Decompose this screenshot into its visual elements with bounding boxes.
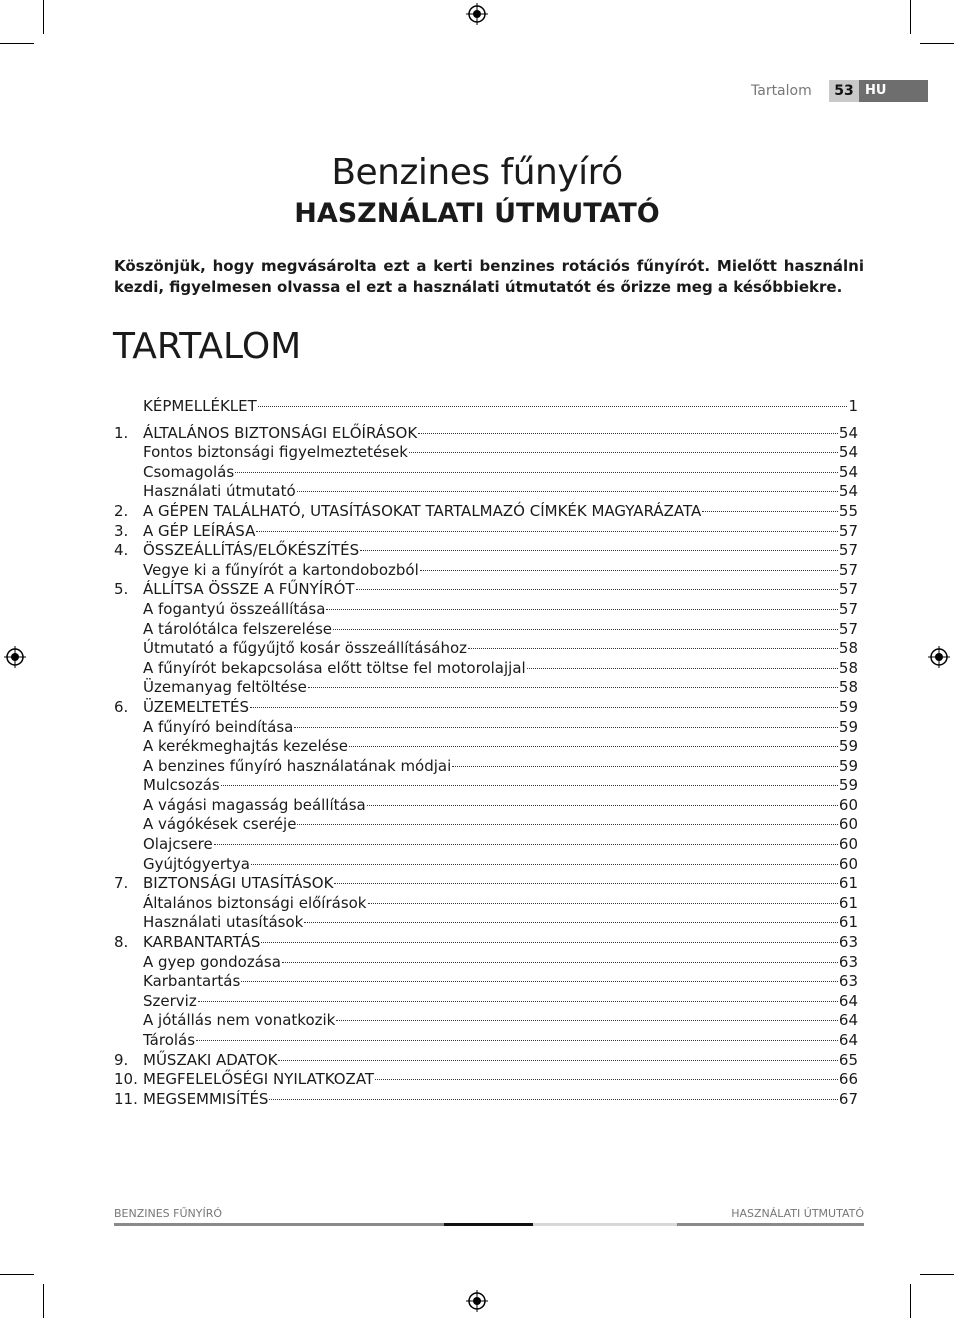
toc-entry-number: 3. — [114, 521, 129, 540]
toc-entry — [114, 1011, 858, 1031]
toc-entry — [114, 522, 858, 542]
toc-entry-page: 57 — [838, 599, 858, 618]
crop-mark — [0, 1274, 34, 1275]
document-subtitle: HASZNÁLATI ÚTMUTATÓ — [294, 198, 660, 229]
crop-mark — [910, 1284, 911, 1318]
toc-entry-page: 63 — [838, 933, 858, 952]
toc-dot-leader — [297, 824, 837, 825]
toc-dot-leader — [452, 766, 838, 767]
toc-entry-number: 7. — [114, 874, 129, 893]
header-section-title: Tartalom — [751, 83, 812, 99]
toc-entry — [114, 659, 858, 679]
toc-entry-label: Gyújtógyertya — [143, 854, 250, 873]
toc-entry-page: 59 — [838, 776, 858, 795]
toc-entry — [114, 580, 858, 600]
toc-entry-label: Általános biztonsági előírások — [143, 893, 367, 912]
toc-entry-page: 67 — [838, 1089, 858, 1108]
document-title: Benzines fűnyíró — [331, 152, 623, 193]
toc-entry-label: ÁLLÍTSA ÖSSZE A FŰNYÍRÓT — [143, 580, 355, 599]
toc-dot-leader — [282, 962, 838, 963]
toc-dot-leader — [250, 707, 838, 708]
toc-heading: TARTALOM — [113, 326, 302, 367]
footer-bar-segment — [677, 1223, 864, 1226]
toc-entry-number: 2. — [114, 501, 129, 520]
toc-entry — [114, 972, 858, 992]
toc-entry — [114, 815, 858, 835]
crop-mark — [43, 1284, 44, 1318]
toc-dot-leader — [418, 433, 838, 434]
toc-dot-leader — [241, 981, 838, 982]
toc-entry-label: MEGSEMMISÍTÉS — [143, 1089, 269, 1108]
toc-entry-label: Üzemanyag feltöltése — [143, 678, 307, 697]
toc-entry-label: A GÉPEN TALÁLHATÓ, UTASÍTÁSOKAT TARTALMAZÓ CÍMKÉK MAGYARÁZATA — [143, 501, 702, 520]
crop-mark — [920, 43, 954, 44]
toc-entry-page: 58 — [838, 639, 858, 658]
toc-entry-number: 1. — [114, 423, 129, 442]
toc-entry — [114, 913, 858, 933]
toc-dot-leader — [375, 1079, 838, 1080]
toc-entry-page: 59 — [838, 717, 858, 736]
toc-dot-leader — [349, 746, 838, 747]
registration-mark-icon — [4, 646, 26, 668]
toc-entry — [114, 1090, 858, 1110]
table-of-contents — [114, 397, 858, 1109]
toc-entry-label: Tárolás — [143, 1031, 196, 1049]
toc-entry — [114, 541, 858, 561]
toc-entry-page: 59 — [838, 737, 858, 756]
toc-entry — [114, 639, 858, 659]
toc-entry-label: Csomagolás — [143, 462, 235, 481]
toc-entry-page: 54 — [838, 423, 858, 442]
toc-entry-number: 5. — [114, 580, 129, 599]
toc-dot-leader — [278, 1060, 837, 1061]
toc-entry-page: 64 — [838, 1031, 858, 1049]
toc-entry — [114, 894, 858, 914]
toc-entry-label: Útmutató a fűgyűjtő kosár összeállításához — [143, 639, 468, 658]
crop-mark — [920, 1274, 954, 1275]
toc-entry-page: 60 — [838, 854, 858, 873]
toc-entry-page: 64 — [838, 1011, 858, 1030]
toc-entry — [114, 874, 858, 894]
toc-entry-label: A tárolótálca felszerelése — [143, 619, 333, 638]
toc-entry-label: KÉPMELLÉKLET — [143, 397, 257, 415]
toc-entry-label: Fontos biztonsági figyelmeztetések — [143, 443, 408, 462]
toc-entry-page: 55 — [838, 501, 858, 520]
page-number: 53 — [829, 80, 859, 102]
toc-entry-page: 65 — [838, 1050, 858, 1069]
crop-mark — [0, 43, 34, 44]
toc-dot-leader — [336, 1020, 838, 1021]
footer-right-text: HASZNÁLATI ÚTMUTATÓ — [731, 1207, 864, 1220]
toc-entry-page: 64 — [838, 991, 858, 1010]
toc-entry-page: 61 — [838, 874, 858, 893]
toc-entry-label: A gyep gondozása — [143, 952, 281, 971]
toc-entry — [114, 776, 858, 796]
toc-entry-page: 59 — [838, 697, 858, 716]
toc-entry-label: Szerviz — [143, 991, 197, 1010]
toc-entry-label: Mulcsozás — [143, 776, 220, 795]
toc-entry-label: A vágókések cseréje — [143, 815, 297, 834]
toc-dot-leader — [221, 785, 838, 786]
toc-entry-number: 8. — [114, 933, 129, 952]
toc-entry-label: MŰSZAKI ADATOK — [143, 1050, 278, 1069]
toc-entry-page: 63 — [838, 952, 858, 971]
toc-entry-label: ÁLTALÁNOS BIZTONSÁGI ELŐÍRÁSOK — [143, 423, 418, 442]
toc-entry-page: 54 — [838, 443, 858, 462]
toc-entry — [114, 397, 858, 417]
toc-dot-leader — [294, 727, 838, 728]
toc-dot-leader — [308, 687, 838, 688]
toc-entry-page: 60 — [838, 815, 858, 834]
toc-entry-label: A vágási magasság beállítása — [143, 795, 366, 814]
crop-mark — [43, 0, 44, 34]
toc-entry — [114, 1031, 858, 1051]
toc-dot-leader — [409, 452, 838, 453]
toc-entry-number: 10. — [114, 1070, 138, 1089]
toc-entry — [114, 757, 858, 777]
toc-dot-leader — [367, 805, 838, 806]
toc-dot-leader — [333, 629, 838, 630]
toc-dot-leader — [702, 511, 838, 512]
toc-entry-label: A GÉP LEÍRÁSA — [143, 521, 256, 540]
toc-entry-label: Olajcsere — [143, 835, 213, 854]
crop-mark — [910, 0, 911, 34]
registration-mark-icon — [466, 1290, 488, 1312]
toc-entry-page: 60 — [838, 835, 858, 854]
toc-dot-leader — [420, 570, 838, 571]
toc-entry — [114, 620, 858, 640]
toc-entry-label: ÖSSZEÁLLÍTÁS/ELŐKÉSZÍTÉS — [143, 541, 360, 560]
toc-entry-page: 57 — [838, 521, 858, 540]
toc-entry-label: Vegye ki a fűnyírót a kartondobozból — [143, 560, 419, 579]
toc-entry — [114, 855, 858, 875]
registration-mark-icon — [928, 646, 950, 668]
toc-entry-label: A kerékmeghajtás kezelése — [143, 737, 348, 756]
toc-dot-leader — [360, 550, 838, 551]
toc-entry-label: A fűnyírót bekapcsolása előtt töltse fel motorolajjal — [143, 658, 526, 677]
toc-entry — [114, 698, 858, 718]
toc-entry — [114, 718, 858, 738]
toc-entry-number: 11. — [114, 1089, 138, 1108]
toc-entry-page: 58 — [838, 678, 858, 697]
toc-entry-number: 9. — [114, 1050, 129, 1069]
toc-entry-page: 57 — [838, 560, 858, 579]
toc-entry-label: KARBANTARTÁS — [143, 933, 261, 952]
toc-entry-page: 59 — [838, 756, 858, 775]
toc-entry-page: 1 — [848, 397, 858, 415]
toc-entry — [114, 600, 858, 620]
toc-dot-leader — [235, 472, 838, 473]
toc-dot-leader — [198, 1001, 838, 1002]
toc-dot-leader — [527, 668, 838, 669]
toc-entry — [114, 424, 858, 444]
toc-entry — [114, 502, 858, 522]
toc-dot-leader — [326, 609, 837, 610]
toc-dot-leader — [214, 844, 838, 845]
toc-entry-label: A fogantyú összeállítása — [143, 599, 326, 618]
toc-entry-page: 61 — [838, 913, 858, 932]
toc-entry — [114, 1070, 858, 1090]
toc-dot-leader — [256, 531, 838, 532]
toc-entry-label: Használati utasítások — [143, 913, 304, 932]
footer-left-text: BENZINES FŰNYÍRÓ — [114, 1207, 223, 1220]
toc-entry — [114, 443, 858, 463]
toc-entry-page: 60 — [838, 795, 858, 814]
toc-dot-leader — [356, 589, 838, 590]
toc-dot-leader — [261, 942, 838, 943]
footer-bar-segment — [533, 1223, 677, 1226]
toc-entry-page: 66 — [838, 1070, 858, 1089]
toc-entry-page: 58 — [838, 658, 858, 677]
toc-entry — [114, 678, 858, 698]
toc-entry-number: 6. — [114, 697, 129, 716]
toc-entry — [114, 561, 858, 581]
toc-dot-leader — [304, 922, 838, 923]
toc-dot-leader — [251, 864, 838, 865]
toc-dot-leader — [196, 1040, 838, 1041]
toc-dot-leader — [258, 406, 848, 407]
toc-entry — [114, 1051, 858, 1071]
toc-entry-page: 61 — [838, 893, 858, 912]
registration-mark-icon — [466, 3, 488, 25]
toc-dot-leader — [297, 491, 838, 492]
footer-bar-segment — [114, 1223, 444, 1226]
toc-entry-label: A jótállás nem vonatkozik — [143, 1011, 336, 1030]
toc-dot-leader — [368, 903, 838, 904]
intro-paragraph: Köszönjük, hogy megvásárolta ezt a kerti benzines rotációs fűnyírót. Mielőtt használni kezdi, figyelmesen olvassa el ezt a használati útmutatót és őrizze meg a későbbiekre. — [114, 257, 864, 296]
toc-entry-label: ÜZEMELTETÉS — [143, 697, 249, 716]
toc-entry — [114, 463, 858, 483]
toc-entry — [114, 835, 858, 855]
toc-entry-page: 57 — [838, 541, 858, 560]
toc-entry-page: 57 — [838, 619, 858, 638]
toc-entry-page: 54 — [838, 462, 858, 481]
toc-entry-label: BIZTONSÁGI UTASÍTÁSOK — [143, 874, 334, 893]
language-badge: HU — [859, 80, 928, 102]
toc-entry-label: Használati útmutató — [143, 482, 296, 501]
toc-entry — [114, 482, 858, 502]
toc-dot-leader — [269, 1099, 837, 1100]
toc-entry-page: 63 — [838, 972, 858, 991]
toc-entry-label: MEGFELELŐSÉGI NYILATKOZAT — [143, 1070, 375, 1089]
toc-entry — [114, 953, 858, 973]
toc-entry-label: A fűnyíró beindítása — [143, 717, 294, 736]
toc-entry-number: 4. — [114, 541, 129, 560]
toc-dot-leader — [468, 648, 838, 649]
toc-entry — [114, 992, 858, 1012]
toc-entry — [114, 737, 858, 757]
toc-entry — [114, 796, 858, 816]
toc-entry-page: 57 — [838, 580, 858, 599]
toc-entry-label: A benzines fűnyíró használatának módjai — [143, 756, 452, 775]
toc-entry-page: 54 — [838, 482, 858, 501]
footer-bar-segment — [444, 1223, 533, 1226]
toc-entry — [114, 933, 858, 953]
toc-dot-leader — [334, 883, 838, 884]
toc-entry-label: Karbantartás — [143, 972, 241, 991]
